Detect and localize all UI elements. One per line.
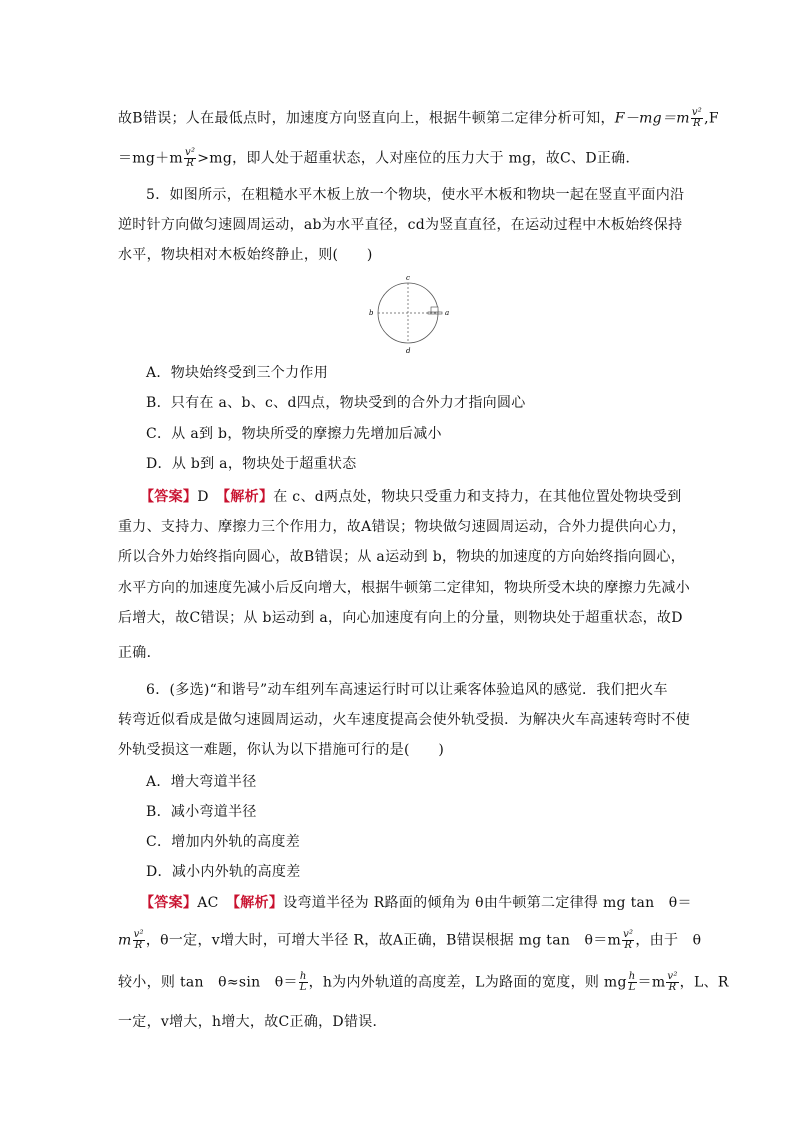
q5-stem-line-1: 5．如图所示，在粗糙水平木板上放一个物块，使水平木板和物块一起在竖直平面内沿: [146, 187, 685, 203]
q5-option-d: D．从 b到 a，物块处于超重状态: [146, 456, 357, 472]
block: [431, 307, 438, 312]
q5-explanation-line-2: 重力、支持力、摩擦力三个作用力，故A错误；物块做匀速圆周运动，合外力提供向心力，: [118, 519, 687, 535]
q6-explanation-line-2: m $\frac{\text{v²}}{R}$ ，θ一定，v增大时，可增大半径 R，故A正确，B错误根据 mg tan θ＝m $\frac{\text{v²}}{R}$ ，由于 θ: [118, 929, 702, 951]
q6-option-d: D．减小内外轨的高度差: [146, 864, 301, 880]
label-b: b: [369, 309, 374, 317]
label-c: c: [406, 274, 410, 282]
q5-explanation-line-6: 正确．: [118, 645, 161, 661]
fraction-h-over-l: $\frac{h}{L}$: [299, 971, 307, 993]
q5-explanation-line-3: 所以合外力始终指向圆心，故B错误；从 a运动到 b，物块的加速度的方向始终指向圆心，: [118, 549, 686, 565]
fraction-h-over-l: $\frac{h}{L}$: [628, 971, 636, 993]
answer-tag: 【答案】: [140, 895, 198, 911]
q5-option-b: B．只有在 a、b、c、d四点，物块受到的合外力才指向圆心: [146, 395, 526, 411]
q6-stem-line-1: 6．(多选)“和谐号”动车组列车高速运行时可以让乘客体验追风的感觉．我们把火车: [146, 682, 668, 698]
q5-option-a: A．物块始终受到三个力作用: [146, 365, 329, 381]
q6-option-a: A．增大弯道半径: [146, 774, 257, 790]
q6-answer: AC: [197, 895, 219, 911]
q5-stem-line-3: 水平，物块相对木板始终静止，则( ): [118, 247, 373, 263]
q6-explanation-line-4: 一定，v增大，h增大，故C正确，D错误．: [118, 1014, 387, 1030]
q6-option-c: C．增加内外轨的高度差: [146, 834, 301, 850]
label-a: a: [445, 309, 450, 317]
label-d: d: [406, 347, 411, 355]
explanation-tag: 【解析】: [232, 895, 284, 911]
fraction-v2-over-r: $\frac{\text{v²}}{R}$: [185, 147, 196, 169]
q6-stem-line-2: 转弯近似看成是做匀速圆周运动，火车速度提高会使外轨受损．为解决火车高速转弯时不使: [118, 712, 690, 728]
answer-tag: 【答案】: [140, 489, 198, 505]
q5-explanation-line-5: 后增大，故C错误；从 b运动到 a，向心加速度有向上的分量，则物块处于超重状态，故D: [118, 610, 683, 626]
fraction-v2-over-r: $\frac{\text{v²}}{R}$: [667, 971, 678, 993]
fraction-v2-over-r: $\frac{\text{v²}}{R}$: [691, 107, 703, 129]
q6-explanation-line-3: 较小，则 tan θ≈sin θ＝ $\frac{h}{L}$ ，h为内外轨道的高度差，L为路面的宽度，则 mg $\frac{h}{L}$ ＝m $\frac{\text{v²}}{R}$ ，L、R: [118, 971, 729, 993]
fraction-v2-over-r: $\frac{\text{v²}}{R}$: [623, 929, 634, 951]
q5-option-c: C．从 a到 b，物块所受的摩擦力先增加后减小: [146, 426, 442, 442]
cont-line-1: 故B错误；人在最低点时，加速度方向竖直向上，根据牛顿第二定律分析可知，F－mg＝m $\frac{\text{v²}}{R}$ ,F: [118, 107, 719, 129]
q5-explanation-line-4: 水平方向的加速度先减小后反向增大，根据牛顿第二定律知，物块所受木块的摩擦力先减小: [118, 580, 690, 596]
fraction-v2-over-r: $\frac{\text{v²}}{R}$: [133, 929, 144, 951]
cont-line-2: ＝mg＋m $\frac{\text{v²}}{R}$ >mg，即人处于超重状态，人对座位的压力大于 mg，故C、D正确．: [118, 147, 640, 169]
q6-answer-line: 【答案】AC 【解析】设弯道半径为 R路面的倾角为 θ由牛顿第二定律得 mg tan θ＝: [140, 895, 692, 911]
explanation-tag: 【解析】: [223, 489, 274, 505]
q5-answer-line: 【答案】D 【解析】在 c、d两点处，物块只受重力和支持力，在其他位置处物块受到: [140, 489, 682, 505]
circle-motion-diagram: [366, 272, 458, 356]
q5-stem-line-2: 逆时针方向做匀速圆周运动，ab为水平直径，cd为竖直直径，在运动过程中木板始终保持: [118, 217, 683, 233]
q5-answer: D: [197, 489, 209, 505]
q6-option-b: B．减小弯道半径: [146, 804, 257, 820]
q6-stem-line-3: 外轨受损这一难题，你认为以下措施可行的是( ): [118, 742, 445, 758]
